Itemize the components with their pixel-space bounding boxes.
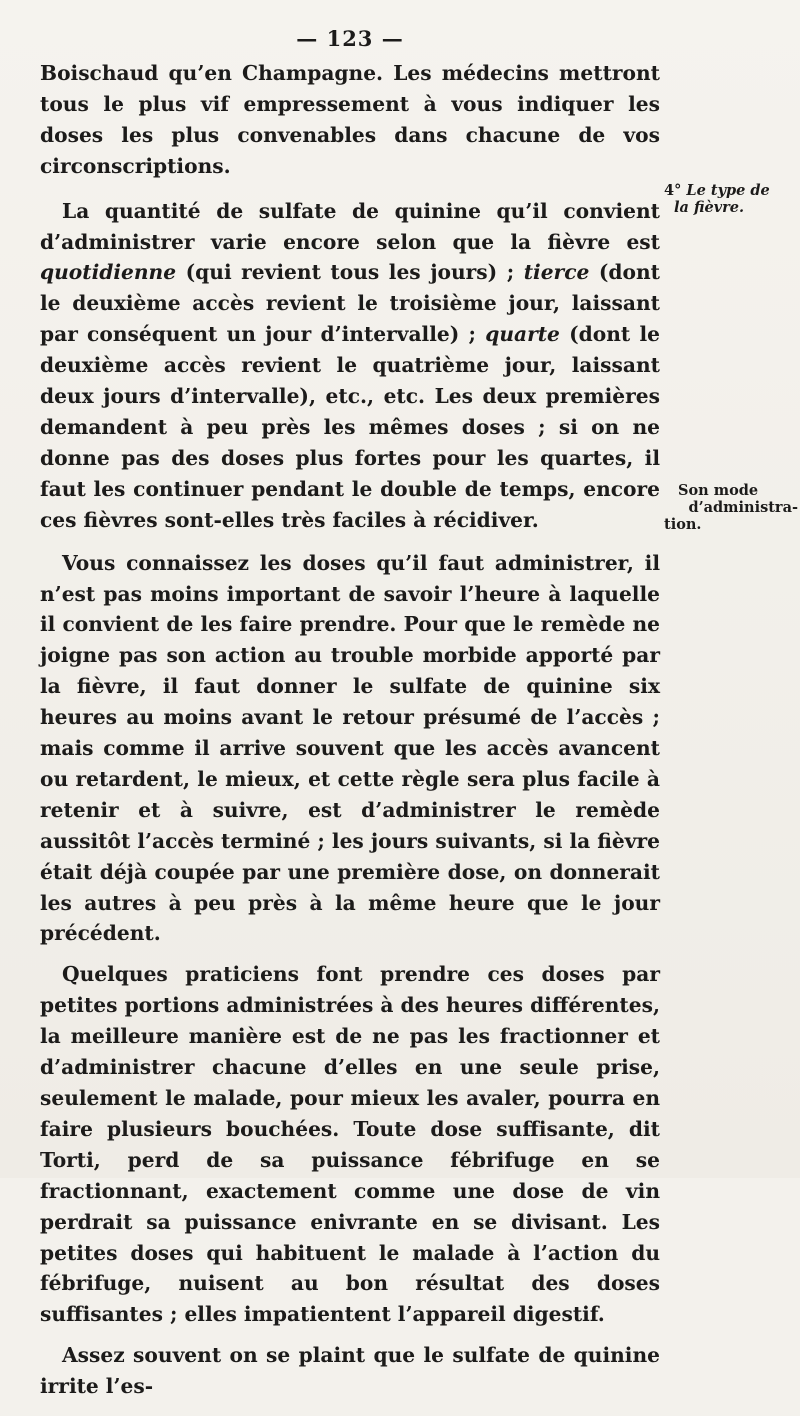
paragraph-2-part-d: (dont le deuxième accès revient le quatrième jour, laissant deux jours d’intervalle), etc., etc. Les deux premières demandent à peu près les mêmes doses ; si on ne donne pas des doses plus fortes pour les quartes, il faut les continuer pendant le double de temps, encore ces fièvres sont-elles très faciles à récidiver. [40,322,660,532]
italic-tierce: tierce [523,260,590,285]
margin-note-2-line-3: tion. [664,516,702,533]
paragraph-3: Vous connaissez les doses qu’il faut administrer, il n’est pas moins important de savoir l’heure à laquelle il convient de les faire prendre. Pour que le remède ne joigne pas son action au trouble morbide apporté par la fièvre, il faut donner le sulfate de quinine six heures au moins avant le retour présumé de l’accès ; mais comme il arrive souvent que les accès avancent ou retardent, le mieux, et cette règle sera plus facile à retenir et à suivre, est d’administrer le remède aussitôt l’accès terminé ; les jours suivants, si la fièvre était déjà coupée par une première dose, on donnerait les autres à peu près à la même heure que le jour précédent. [40,550,660,946]
paragraph-2 [40,196,660,536]
paragraph-1: Boischaud qu’en Champagne. Les médecins mettront tous le plus vif empressement à vous indiquer les doses les plus convenables dans chacune de vos circonscriptions. [40,61,660,178]
italic-quarte: quarte [485,322,560,347]
paragraph-5: Assez souvent on se plaint que le sulfate de quinine irrite l’es- [40,1343,660,1399]
main-text-column [40,58,660,1416]
margin-note-2-line-2: d’administra- [688,499,798,516]
paragraph-4: Quelques praticiens font prendre ces doses par petites portions administrées à des heures différentes, la meilleure manière est de ne pas les fractionner et d’administrer chacune d’elles en une seule prise, seulement le malade, pour mieux les avaler, pourra en faire plusieurs bouchées. Toute dose suffisante, dit Torti, perd de sa puissance fébrifuge en se fractionnant, exactement comme une dose de vin perdrait sa puissance enivrante en se divisant. Les petites doses qui habituent le malade à l’action du fébrifuge, nuisent au bon résultat des doses suffisantes ; elles impatientent l’appareil digestif. [40,962,660,1327]
paragraph-2-part-c: (dont le deuxième accès revient le troisième jour, laissant par conséquent un jour d’intervalle) ; [40,260,660,347]
page-number: — 123 — [296,26,404,51]
italic-quotidienne: quotidienne [40,260,177,285]
margin-note-2-line-1: Son mode [678,482,759,499]
margin-note-type-of-fever [664,182,794,216]
margin-note-mode-of-administration [664,482,798,533]
paragraph-2-part-b: (qui revient tous les jours) ; [176,260,524,285]
margin-note-1-line-2: la fièvre. [674,199,745,216]
margin-note-1-number: 4° [664,182,682,199]
paragraph-2-part-a: La quantité de sulfate de quinine qu’il convient d’administrer varie encore selon que la fièvre est [40,198,660,254]
margin-note-1-line-1: Le type de [686,182,770,199]
